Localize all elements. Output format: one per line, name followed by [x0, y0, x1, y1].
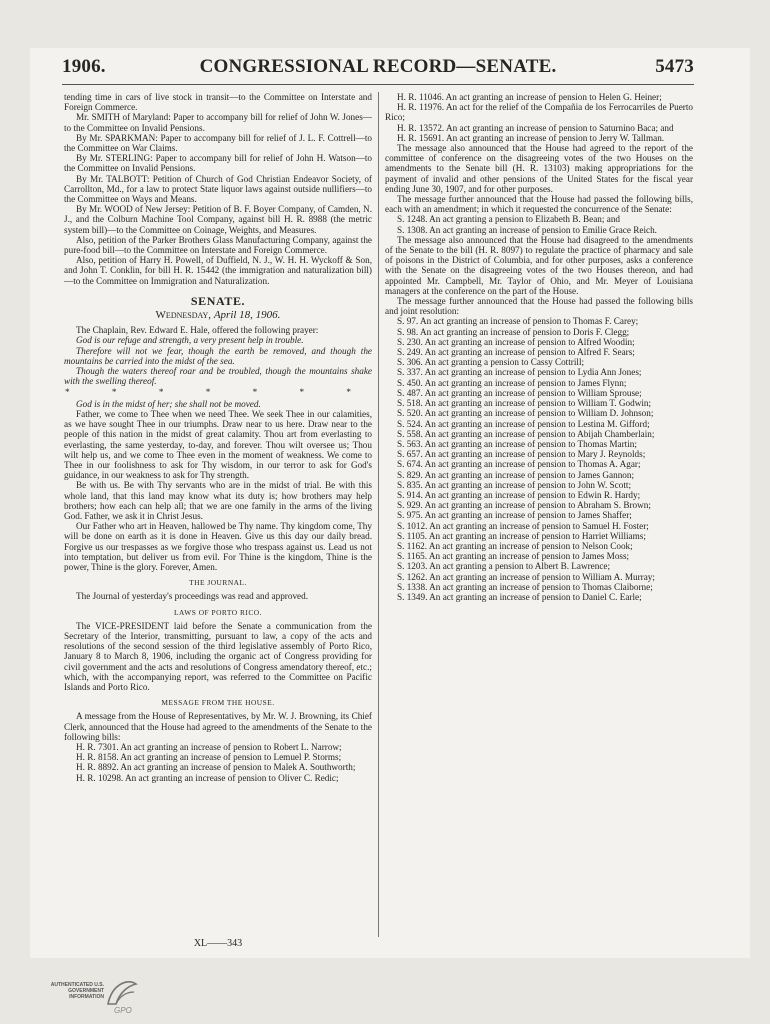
- session-date-text: April 18, 1906.: [213, 309, 281, 322]
- signature-mark: XL——343: [193, 938, 243, 949]
- bill-entry: H. R. 8158. An act granting an increase of pension to Lemuel P. Storms;: [76, 752, 342, 763]
- intro-paragraph: By Mr. SPARKMAN: Paper to accompany bill for relief of J. L. F. Cottrell—to the Committee on War Claims.: [64, 132, 372, 154]
- journal-heading: THE JOURNAL.: [189, 578, 247, 588]
- laws-text: The VICE-PRESIDENT laid before the Senate a communication from the Secretary of the Interior, transmitting, pursuant to law, a copy of the acts and resolutions of the second session of the third legislative assembly of Porto Rico, January 8 to March 8, 1906, including the organic act of Congress providing for civil government and the acts and resolutions of Congress amendatory thereof, etc.; which, with the accompanying report, was referred to the Committee on Pacific Islands and Porto Rico.: [64, 620, 372, 692]
- right-paragraph: S. 518. An act granting an increase of pension to William T. Godwin;: [397, 398, 652, 409]
- senate-heading: SENATE.: [190, 293, 246, 308]
- right-paragraph: S. 1308. An act granting an increase of pension to Emilie Grace Reich.: [397, 224, 657, 235]
- prayer-scripture-after: God is in the midst of her; she shall not be moved.: [76, 398, 261, 409]
- right-paragraph: S. 558. An act granting an increase of pension to Abijah Chamberlain;: [397, 428, 655, 439]
- prayer-paragraph: Our Father who art in Heaven, hallowed be Thy name. Thy kingdom come, Thy will be done on earth as it is done in Heaven. Give us this day our daily bread. Forgive us our trespasses as we forgive those who trespass against us. Lead us not into temptation, but deliver us from evil. For Thine is the kingdom, Thine is the power, Thine is the glory. Forever, Amen.: [64, 521, 372, 572]
- scripture-line: Though the waters thereof roar and be troubled, though the mountains shake with the swelling thereof.: [64, 366, 372, 387]
- scripture-line: Therefore will not we fear, though the earth be removed, and though the mountains be carried into the midst of the sea.: [64, 345, 372, 366]
- right-paragraph: S. 563. An act granting an increase of pension to Thomas Martin;: [397, 438, 637, 449]
- house-bills-list: [64, 742, 372, 783]
- right-paragraph: The message also announced that the House had disagreed to the amendments of the Senate to the bill (H. R. 8097) to regulate the practice of pharmacy and sale of poisons in the District of Columbia, and for other purposes, asks a conference with the Senate on the disagreeing votes of the two Houses thereon, and had appointed Mr. Campbell, Mr. Taylor of Ohio, and Mr. Meyer of Louisiana managers at the conference on the part of the House.: [385, 234, 693, 296]
- right-paragraph: H. R. 13572. An act granting an increase of pension to Saturnino Baca; and: [397, 122, 674, 133]
- right-paragraph: S. 97. An act granting an increase of pension to Thomas F. Carey;: [397, 316, 639, 327]
- right-paragraph: S. 829. An act granting an increase of pension to James Gannon;: [397, 469, 635, 480]
- right-paragraph: S. 98. An act granting an increase of pension to Doris F. Clegg;: [397, 326, 630, 337]
- prayer-paragraph: Be with us. Be with Thy servants who are in the midst of trial. Be with this whole land, that this land may know what its duty is; how brothers may help brothers; how each can help all; that we are one family in the arms of the living God. Father, we ask it in Christ Jesus.: [64, 480, 372, 521]
- prayer-scripture: [64, 335, 372, 386]
- session-weekday: Wednesday,: [155, 309, 212, 322]
- right-paragraph: The message further announced that the House had passed the following bills, each with an amendment; in which it requested the concurrence of the Senate:: [385, 194, 693, 215]
- right-paragraphs: [385, 92, 693, 602]
- page-header: [62, 56, 694, 80]
- right-paragraph: S. 1165. An act granting an increase of pension to James Moss;: [397, 551, 630, 562]
- gpo-eagle-icon: [102, 974, 140, 1014]
- right-paragraph: S. 520. An act granting an increase of pension to William D. Johnson;: [397, 408, 654, 419]
- message-text: A message from the House of Representatives, by Mr. W. J. Browning, its Chief Clerk, announced that the House had agreed to the amendments of the Senate to the following bills:: [64, 711, 372, 742]
- header-year: 1906.: [62, 56, 106, 77]
- right-paragraph: S. 306. An act granting a pension to Cassy Cottrill;: [397, 357, 585, 368]
- right-paragraph: S. 835. An act granting an increase of pension to John W. Scott;: [397, 479, 631, 490]
- journal-text: The Journal of yesterday's proceedings was read and approved.: [76, 591, 309, 602]
- intro-paragraph: Also, petition of the Parker Brothers Glass Manufacturing Company, against the pure-food bill—to the Committee on Interstate and Foreign Commerce.: [64, 234, 372, 256]
- right-paragraph: S. 1203. An act granting a pension to Albert B. Lawrence;: [397, 561, 611, 572]
- right-paragraph: S. 1105. An act granting an increase of pension to Harriet Williams;: [397, 530, 646, 541]
- right-paragraph: S. 1349. An act granting an increase of pension to Daniel C. Earle;: [397, 591, 642, 602]
- prayer-intro: The Chaplain, Rev. Edward E. Hale, offered the following prayer:: [76, 325, 319, 336]
- right-paragraph: The message further announced that the House had passed the following bills and joint resolution:: [385, 296, 693, 317]
- left-column: [64, 92, 372, 954]
- right-paragraph: S. 230. An act granting an increase of pension to Alfred Woodin;: [397, 336, 635, 347]
- intro-paragraph: By Mr. WOOD of New Jersey: Petition of B. F. Boyer Company, of Camden, N. J., and the Colburn Machine Tool Company, against bill H. R. 8988 (the metric system bill)—to the Committee on Coinage, Weights, and Measures.: [64, 204, 372, 235]
- right-paragraph: S. 929. An act granting an increase of pension to Abraham S. Brown;: [397, 500, 651, 511]
- right-paragraph: S. 914. An act granting an increase of pension to Edwin R. Hardy;: [397, 489, 641, 500]
- bill-entry: H. R. 10298. An act granting an increase of pension to Oliver C. Redic;: [76, 772, 339, 783]
- right-paragraph: S. 657. An act granting an increase of pension to Mary J. Reynolds;: [397, 449, 646, 460]
- left-intro-paragraphs: [64, 92, 372, 286]
- right-paragraph: S. 1012. An act granting an increase of pension to Samuel H. Foster;: [397, 520, 649, 531]
- right-column: [385, 92, 693, 954]
- column-divider: [378, 92, 379, 937]
- right-paragraph: The message also announced that the House had agreed to the report of the committee of conference on the disagreeing votes of the two Houses on the amendments to the Senate bill (H. R. 13103) making appropriations for the payment of invalid and other pensions of the United States for the fiscal year ending June 30, 1907, and for other purposes.: [385, 143, 693, 194]
- gpo-logo-text: AUTHENTICATED U.S. GOVERNMENT INFORMATION: [50, 982, 104, 1000]
- message-heading: MESSAGE FROM THE HOUSE.: [161, 698, 275, 708]
- right-paragraph: S. 1248. An act granting a pension to Elizabeth B. Bean; and: [397, 214, 621, 225]
- right-paragraph: H. R. 11046. An act granting an increase of pension to Helen G. Heiner;: [397, 92, 662, 102]
- intro-paragraph: By Mr. TALBOTT: Petition of Church of God Christian Endeavor Society, of Carrollton, Md., for a law to protect State liquor laws against outside nullifiers—to the Committee on Ways and Means.: [64, 173, 372, 205]
- session-date: [64, 310, 372, 320]
- intro-paragraph: Mr. SMITH of Maryland: Paper to accompany bill for relief of John W. Jones—to the Committee on Invalid Pensions.: [64, 112, 372, 133]
- intro-paragraph: By Mr. STERLING: Paper to accompany bill for relief of John H. Watson—to the Committee on Invalid Pensions.: [64, 153, 372, 174]
- right-paragraph: S. 337. An act granting an increase of pension to Lydia Ann Jones;: [397, 367, 642, 378]
- right-paragraph: H. R. 11976. An act for the relief of the Compañia de los Ferrocarriles de Puerto Rico;: [385, 102, 693, 123]
- header-page-number: 5473: [655, 56, 694, 77]
- right-paragraph: S. 487. An act granting an increase of pension to William Sprouse;: [397, 387, 642, 398]
- gpo-mark: GPO: [114, 1006, 132, 1014]
- prayer-paragraph: Father, we come to Thee when we need Thee. We seek Thee in our calamities, as we have sought Thee in our triumphs. Draw near to us here. Draw near to the people of this nation in the midst of great calamity. Thou art from everlasting to everlasting, the same yesterday, to-day, and forever. Thou wilt oversee us; Thou wilt help us, and we come to Thee even in the moment of weakness. We come to Thee in our foolishness to ask for Thy wisdom, in our terror to ask for God's guidance, in our weakness to ask for Thy strength.: [64, 408, 372, 481]
- scripture-line: God is our refuge and strength, a very present help in trouble.: [76, 335, 304, 346]
- header-title: CONGRESSIONAL RECORD—SENATE.: [199, 56, 557, 77]
- laws-heading: LAWS OF PORTO RICO.: [174, 607, 262, 617]
- intro-paragraph: tending time in cars of live stock in transit—to the Committee on Interstate and Foreign Commerce.: [64, 92, 372, 113]
- right-paragraph: S. 249. An act granting an increase of pension to Alfred F. Sears;: [397, 347, 635, 358]
- bill-entry: H. R. 7301. An act granting an increase of pension to Robert L. Narrow;: [76, 741, 342, 752]
- right-paragraph: S. 975. An act granting an increase of pension to James Shaffer;: [397, 510, 632, 521]
- right-paragraph: S. 1338. An act granting an increase of pension to Thomas Claiborne;: [397, 581, 653, 592]
- right-paragraph: S. 1162. An act granting an increase of pension to Nelson Cook;: [397, 540, 633, 551]
- intro-paragraph: Also, petition of Harry H. Powell, of Duffield, N. J., W. H. H. Wyckoff & Son, and John T. Conklin, for bill H. R. 15442 (the immigration and naturalization bill)—to the Committee on Immigration and Naturalization.: [64, 255, 372, 286]
- right-paragraph: S. 674. An act granting an increase of pension to Thomas A. Agar;: [397, 459, 641, 470]
- right-paragraph: H. R. 15691. An act granting an increase of pension to Jerry W. Tallman.: [397, 132, 665, 143]
- prayer-body: [64, 409, 372, 572]
- asterisk-row: * * * * * * *: [65, 387, 371, 398]
- bill-entry: H. R. 8892. An act granting an increase of pension to Malek A. Southworth;: [76, 762, 356, 773]
- header-rule: [62, 84, 694, 85]
- right-paragraph: S. 450. An act granting an increase of pension to James Flynn;: [397, 377, 627, 388]
- gpo-authenticated-logo: [50, 972, 140, 1016]
- right-paragraph: S. 524. An act granting an increase of pension to Lestina M. Gifford;: [397, 418, 650, 429]
- right-paragraph: S. 1262. An act granting an increase of pension to William A. Murray;: [397, 571, 655, 582]
